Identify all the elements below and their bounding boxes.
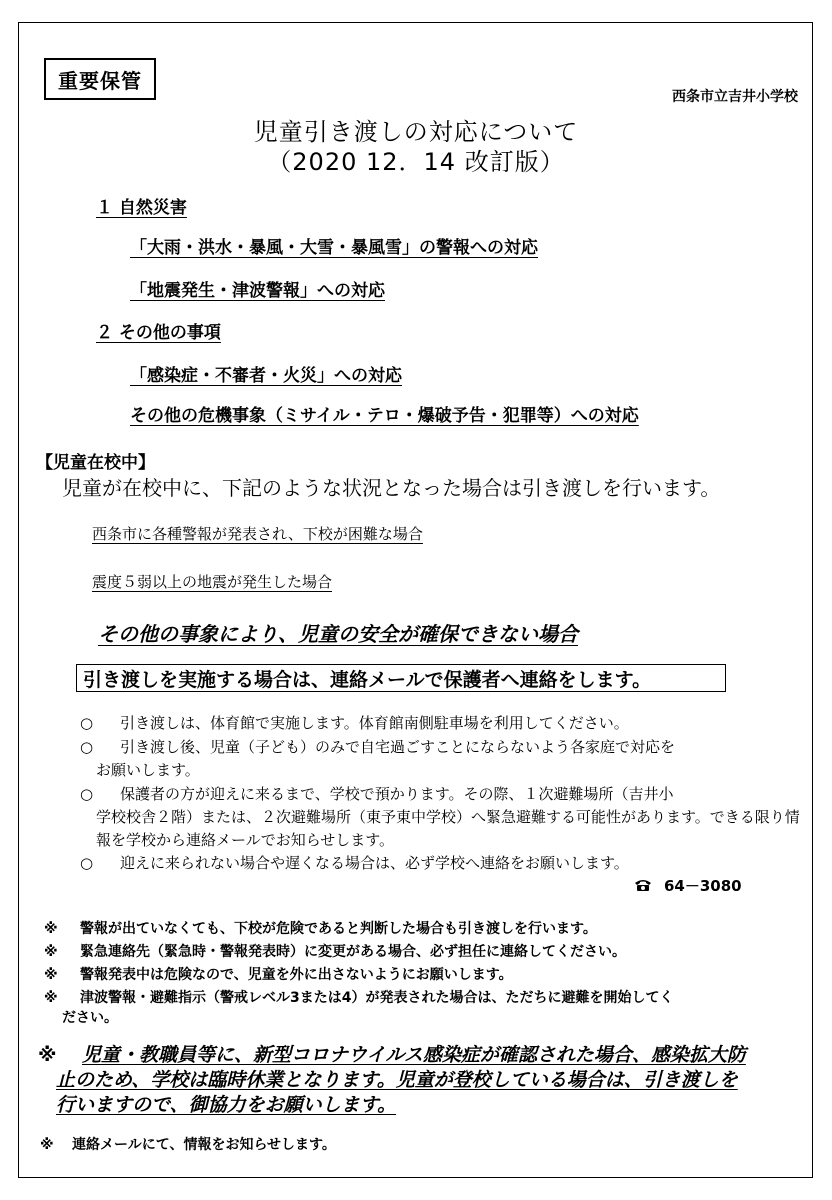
list-item: [80, 736, 800, 782]
revision-date: （2020 12．14 改訂版）: [267, 148, 565, 176]
covid-line-3: 行いますので、御協力をお願いします。: [56, 1094, 397, 1116]
note-mark: ※: [44, 967, 58, 983]
note-text: 津波警報・避難指示（警戒レベル3または4）が発表された場合は、ただちに避難を開始してく: [80, 990, 674, 1006]
condition-warning: 西条市に各種警報が発表され、下校が困難な場合: [92, 525, 423, 543]
section-heading-other-matters: ２ その他の事項: [96, 323, 221, 343]
covid-line-2: 止のため、学校は臨時休業となります。児童が登校している場合は、引き渡しを: [56, 1069, 738, 1091]
mail-notice-text: 連絡メールにて、情報をお知らせします。: [72, 1137, 336, 1153]
circle-bullet: ○: [80, 854, 94, 872]
in-school-intro: 児童が在校中に、下記のような状況となった場合は引き渡しを行います。: [62, 476, 721, 500]
page-title: 児童引き渡しの対応について: [253, 118, 579, 146]
mail-notice: [40, 1134, 336, 1154]
list-item-storm-warning: 「大雨・洪水・暴風・大雪・暴風雪」の警報への対応: [130, 238, 538, 258]
school-phone: [634, 875, 742, 896]
note-text: 緊急連絡先（緊急時・警報発表時）に変更がある場合、必ず担任に連絡してください。: [80, 944, 626, 960]
in-school-heading: 【児童在校中】: [36, 453, 155, 473]
bullet-text: 迎えに来られない場合や遅くなる場合は、必ず学校へ連絡をお願いします。: [120, 854, 629, 872]
list-item: [80, 712, 800, 735]
bullet-text: 引き渡しは、体育館で実施します。体育館南側駐車場を利用してください。: [120, 714, 629, 732]
list-item: [80, 783, 800, 852]
school-name: 西条市立吉井小学校: [672, 89, 798, 105]
covid-notice: [38, 1043, 798, 1118]
note-item: [44, 988, 804, 1028]
note-item: [44, 942, 804, 962]
note-text: 警報発表中は危険なので、児童を外に出さないようにお願いします。: [80, 967, 513, 983]
bullet-text: 保護者の方が迎えに来るまで、学校で預かります。その際、１次避難場所（吉井小: [120, 785, 674, 803]
covid-line-1: 児童・教職員等に、新型コロナウイルス感染症が確認された場合、感染拡大防: [82, 1044, 746, 1066]
condition-earthquake: 震度５弱以上の地震が発生した場合: [92, 573, 333, 591]
circle-bullet: ○: [80, 785, 94, 803]
list-item: [80, 852, 800, 875]
list-item-earthquake-tsunami: 「地震発生・津波警報」への対応: [130, 281, 385, 301]
note-mark: ※: [44, 921, 58, 937]
note-mark: ※: [44, 990, 58, 1006]
circle-bullet: ○: [80, 738, 94, 756]
note-item: [44, 919, 804, 939]
note-text: 警報が出ていなくても、下校が危険であると判断した場合も引き渡しを行います。: [80, 921, 597, 937]
list-item-crisis-events: その他の危機事象（ミサイル・テロ・爆破予告・犯罪等）への対応: [130, 406, 639, 426]
bullet-text: 引き渡し後、児童（子ども）のみで自宅過ごすことにならないよう各家庭で対応を: [120, 738, 676, 756]
note-mark: ※: [40, 1137, 54, 1153]
important-stamp: 重要保管: [44, 58, 156, 100]
note-item: [44, 965, 804, 985]
note-mark: ※: [38, 1044, 57, 1066]
contact-notice-box: 引き渡しを実施する場合は、連絡メールで保護者へ連絡をします。: [76, 664, 726, 692]
bullet-text-cont: 学校校舎２階）または、２次避難場所（東予東中学校）へ緊急避難する可能性があります。できる限り情報を学校から連絡メールでお知らせします。: [96, 808, 800, 849]
circle-bullet: ○: [80, 714, 94, 732]
section-heading-natural-disaster: １ 自然災害: [96, 198, 187, 218]
note-text-cont: ださい。: [62, 1010, 118, 1026]
phone-icon: [634, 878, 652, 892]
list-item-infection-fire: 「感染症・不審者・火災」への対応: [130, 366, 402, 386]
condition-other-events: その他の事象により、児童の安全が確保できない場合: [98, 622, 578, 646]
bullet-text-cont: お願いします。: [96, 761, 200, 779]
phone-number: 64－3080: [664, 877, 742, 895]
note-mark: ※: [44, 944, 58, 960]
